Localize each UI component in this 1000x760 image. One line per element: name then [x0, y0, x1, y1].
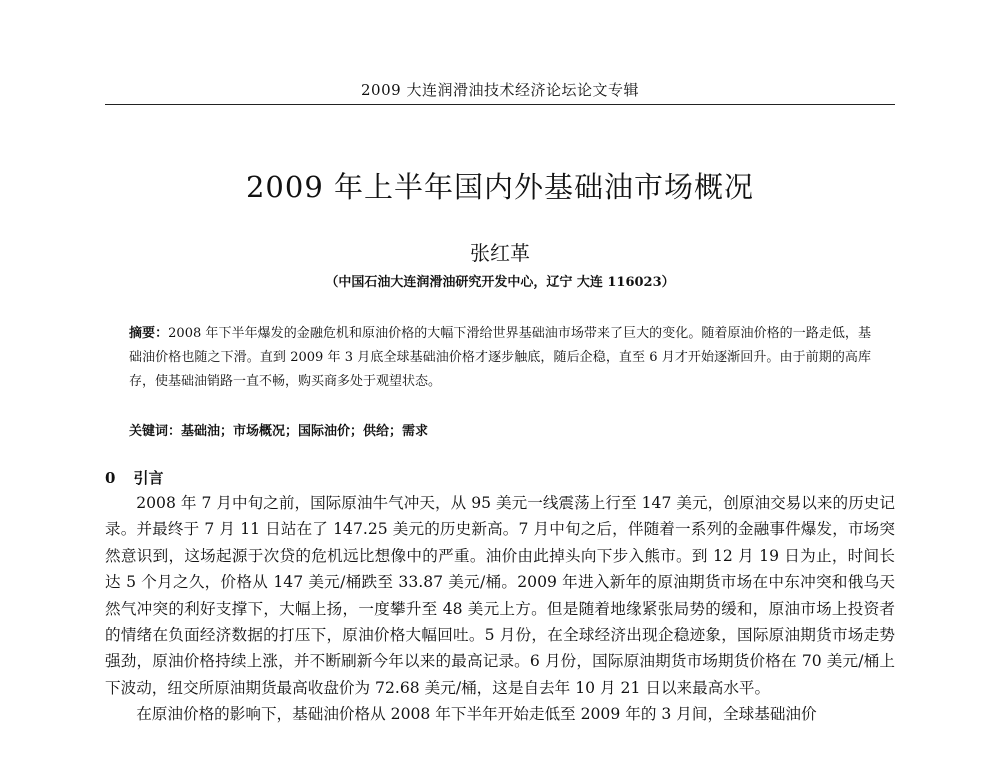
keywords: [129, 422, 871, 442]
author-affiliation: （中国石油大连润滑油研究开发中心，辽宁 大连 116023）: [325, 275, 675, 290]
abstract: [129, 322, 871, 394]
keywords-text: 基础油；市场概况；国际油价；供给；需求: [181, 424, 429, 439]
keywords-label: 关键词：: [129, 424, 182, 439]
body-text: [105, 490, 895, 728]
article-title: 2009 年上半年国内外基础油市场概况: [245, 170, 755, 204]
body-paragraph: 在原油价格的影响下，基础油价格从 2008 年下半年开始走低至 2009 年的 3 月间，全球基础油价: [136, 705, 817, 724]
running-header: 2009 大连润滑油技术经济论坛论文专辑: [361, 81, 639, 99]
abstract-text: 2008 年下半年爆发的金融危机和原油价格的大幅下滑给世界基础油市场带来了巨大的变化。随着原油价格的一路走低，基础油价格也随之下滑。直到 2009 年 3 月底全球基础油价格才逐步触底，随后企稳，直至 6 月才开始逐渐回升。由于前期的高库存，使基础油销路一直不畅，购买商多处于观望状态。: [129, 326, 871, 389]
section-title: 引言: [133, 469, 164, 487]
section-number: 0: [105, 469, 116, 487]
header-rule: [105, 104, 895, 105]
section-heading: [105, 468, 163, 488]
author-name: 张红革: [470, 241, 530, 265]
body-paragraph: 2008 年 7 月中旬之前，国际原油牛气冲天，从 95 美元一线震荡上行至 147 美元，创原油交易以来的历史记录。并最终于 7 月 11 日站在了 147.25 美元的历史新高。7 月中旬之后，伴随着一系列的金融事件爆发，市场突然意识到，这场起源于次贷的危机远比想像中的严重。油价由此掉头向下步入熊市。到 12 月 19 日为止，时间长达 5 个月之久，价格从 147 美元/桶跌至 33.87 美元/桶。2009 年进入新年的原油期货市场在中东冲突和俄乌天然气冲突的利好支撑下，大幅上扬，一度攀升至 48 美元上方。但是随着地缘紧张局势的缓和，原油市场上投资者的情绪在负面经济数据的打压下，原油价格大幅回吐。5 月份，在全球经济出现企稳迹象，国际原油期货市场走势强劲，原油价格持续上涨，并不断刷新今年以来的最高记录。6 月份，国际原油期货市场期货价格在 70 美元/桶上下波动，纽交所原油期货最高收盘价为 72.68 美元/桶，这是自去年 10 月 21 日以来最高水平。: [105, 494, 895, 697]
abstract-label: 摘要：: [129, 326, 169, 341]
